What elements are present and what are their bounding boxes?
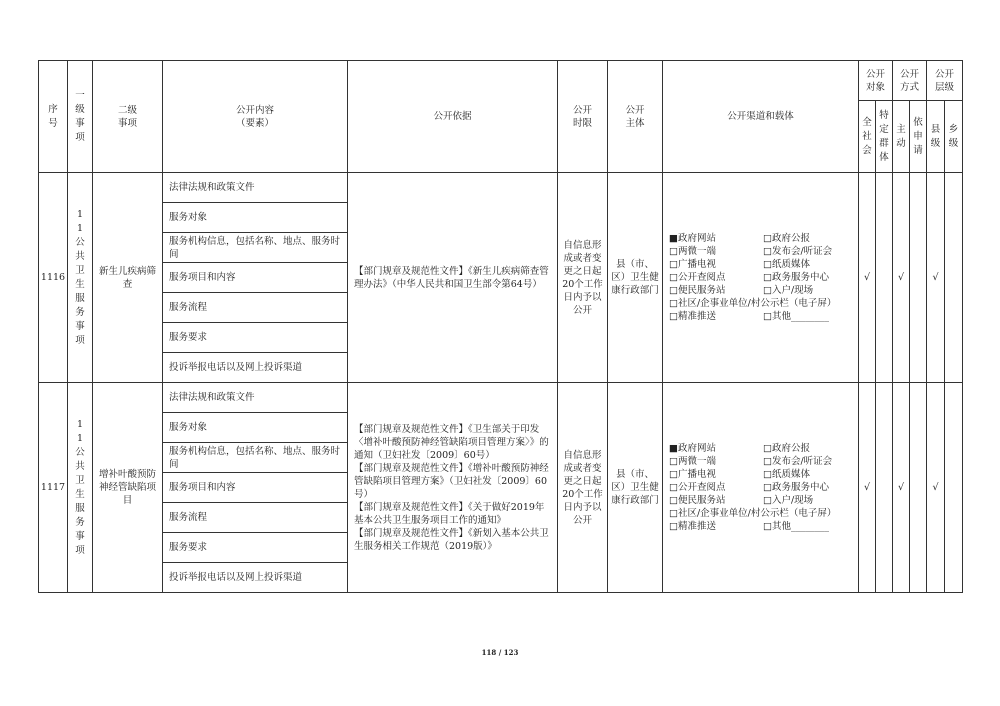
check-target-all: √	[859, 383, 876, 593]
basis-item: 【部门规章及规范性文件】《新划入基本公共卫生服务相关工作规范（2019版）》	[354, 527, 549, 552]
channel-option: □精准推送	[669, 521, 716, 532]
check-method-active: √	[893, 383, 910, 593]
channel-option: □入户/现场	[763, 495, 814, 506]
channel-option: ■政府网站	[669, 443, 716, 454]
header-level1: 一级事项	[68, 61, 93, 173]
seq-cell: 1117	[39, 383, 68, 593]
header-seq: 序号	[39, 61, 68, 173]
content-item: 服务要求	[163, 323, 348, 353]
header-target-all: 全社会	[859, 101, 876, 173]
basis-item: 【部门规章及规范性文件】《卫生部关于印发〈增补叶酸预防神经管缺陷项目管理方案〉》的通知（卫妇社发〔2009〕60号）	[354, 423, 549, 461]
content-item: 服务项目和内容	[163, 473, 348, 503]
check-level-town	[945, 173, 963, 383]
channel-option: □政务服务中心	[763, 272, 829, 283]
header-method-request: 依申请	[910, 101, 927, 173]
channel-option: □两微一端	[669, 246, 716, 257]
channel-option: □纸质媒体	[763, 259, 810, 270]
content-item: 服务要求	[163, 533, 348, 563]
level1-cell: 11公共卫生服务事项	[68, 383, 93, 593]
check-level-town	[945, 383, 963, 593]
channel-option: □其他________	[763, 521, 829, 532]
level2-cell: 新生儿疾病筛查	[93, 173, 163, 383]
subject-cell: 县（市、区）卫生健康行政部门	[608, 173, 663, 383]
content-item: 服务流程	[163, 503, 348, 533]
channel-option: □入户/现场	[763, 285, 814, 296]
header-period: 公开 时限	[558, 61, 608, 173]
check-target-group	[876, 383, 893, 593]
header-target: 公开对象	[859, 61, 893, 101]
basis-item: 【部门规章及规范性文件】《关于做好2019年基本公共卫生服务项目工作的通知》	[354, 501, 545, 526]
basis-cell	[348, 173, 558, 383]
content-item: 服务机构信息，包括名称、地点、服务时间	[163, 443, 348, 473]
seq-cell: 1116	[39, 173, 68, 383]
header-method: 公开方式	[893, 61, 927, 101]
period-cell: 自信息形成或者变更之日起20个工作日内予以公开	[558, 173, 608, 383]
channel-option: □广播电视	[669, 469, 716, 480]
content-item: 法律法规和政策文件	[163, 173, 348, 203]
content-item: 投诉举报电话以及网上投诉渠道	[163, 563, 348, 593]
header-basis: 公开依据	[348, 61, 558, 173]
check-level-county: √	[927, 383, 945, 593]
page-number: 118 / 123	[481, 648, 519, 657]
header-level: 公开层级	[927, 61, 963, 101]
channel-option: □便民服务站	[669, 495, 726, 506]
channel-option: □政府公报	[763, 443, 810, 454]
header-level-county: 县级	[927, 101, 945, 173]
content-item: 法律法规和政策文件	[163, 383, 348, 413]
check-method-active: √	[893, 173, 910, 383]
channel-option: □两微一端	[669, 456, 716, 467]
check-target-group	[876, 173, 893, 383]
check-method-request	[910, 383, 927, 593]
header-content: 公开内容 （要素）	[163, 61, 348, 173]
header-subject: 公开 主体	[608, 61, 663, 173]
channel-option: □社区/企事业单位/村公示栏（电子屏）	[669, 508, 837, 519]
content-item: 服务对象	[163, 203, 348, 233]
header-method-active: 主动	[893, 101, 910, 173]
level2-cell: 增补叶酸预防神经管缺陷项目	[93, 383, 163, 593]
content-item: 服务流程	[163, 293, 348, 323]
table-row	[39, 173, 963, 203]
header-level2: 二级 事项	[93, 61, 163, 173]
channels-cell	[663, 173, 859, 383]
channel-option: □政府公报	[763, 233, 810, 244]
check-target-all: √	[859, 173, 876, 383]
level1-cell: 11公共卫生服务事项	[68, 173, 93, 383]
basis-item: 【部门规章及规范性文件】《增补叶酸预防神经管缺陷项目管理方案》（卫妇社发〔2009〕60号）	[354, 462, 549, 500]
channel-option: □发布会/听证会	[763, 456, 833, 467]
basis-item: 【部门规章及规范性文件】《新生儿疾病筛查管理办法》（中华人民共和国卫生部令第64号）	[354, 265, 549, 290]
content-item: 服务机构信息，包括名称、地点、服务时间	[163, 233, 348, 263]
subject-cell: 县（市、区）卫生健康行政部门	[608, 383, 663, 593]
channel-option: □社区/企事业单位/村公示栏（电子屏）	[669, 298, 837, 309]
channel-option: ■政府网站	[669, 233, 716, 244]
header-target-group: 特定群体	[876, 101, 893, 173]
channels-cell	[663, 383, 859, 593]
channel-option: □公开查阅点	[669, 482, 726, 493]
disclosure-table	[38, 60, 963, 593]
check-level-county: √	[927, 173, 945, 383]
check-method-request	[910, 173, 927, 383]
content-item: 投诉举报电话以及网上投诉渠道	[163, 353, 348, 383]
channel-option: □便民服务站	[669, 285, 726, 296]
channel-option: □广播电视	[669, 259, 716, 270]
content-item: 服务项目和内容	[163, 263, 348, 293]
channel-option: □政务服务中心	[763, 482, 829, 493]
channel-option: □精准推送	[669, 311, 716, 322]
period-cell: 自信息形成或者变更之日起20个工作日内予以公开	[558, 383, 608, 593]
channel-option: □公开查阅点	[669, 272, 726, 283]
header-channels: 公开渠道和载体	[663, 61, 859, 173]
header-level-town: 乡级	[945, 101, 963, 173]
basis-cell	[348, 383, 558, 593]
content-item: 服务对象	[163, 413, 348, 443]
channel-option: □发布会/听证会	[763, 246, 833, 257]
table-row	[39, 383, 963, 413]
channel-option: □纸质媒体	[763, 469, 810, 480]
channel-option: □其他________	[763, 311, 829, 322]
